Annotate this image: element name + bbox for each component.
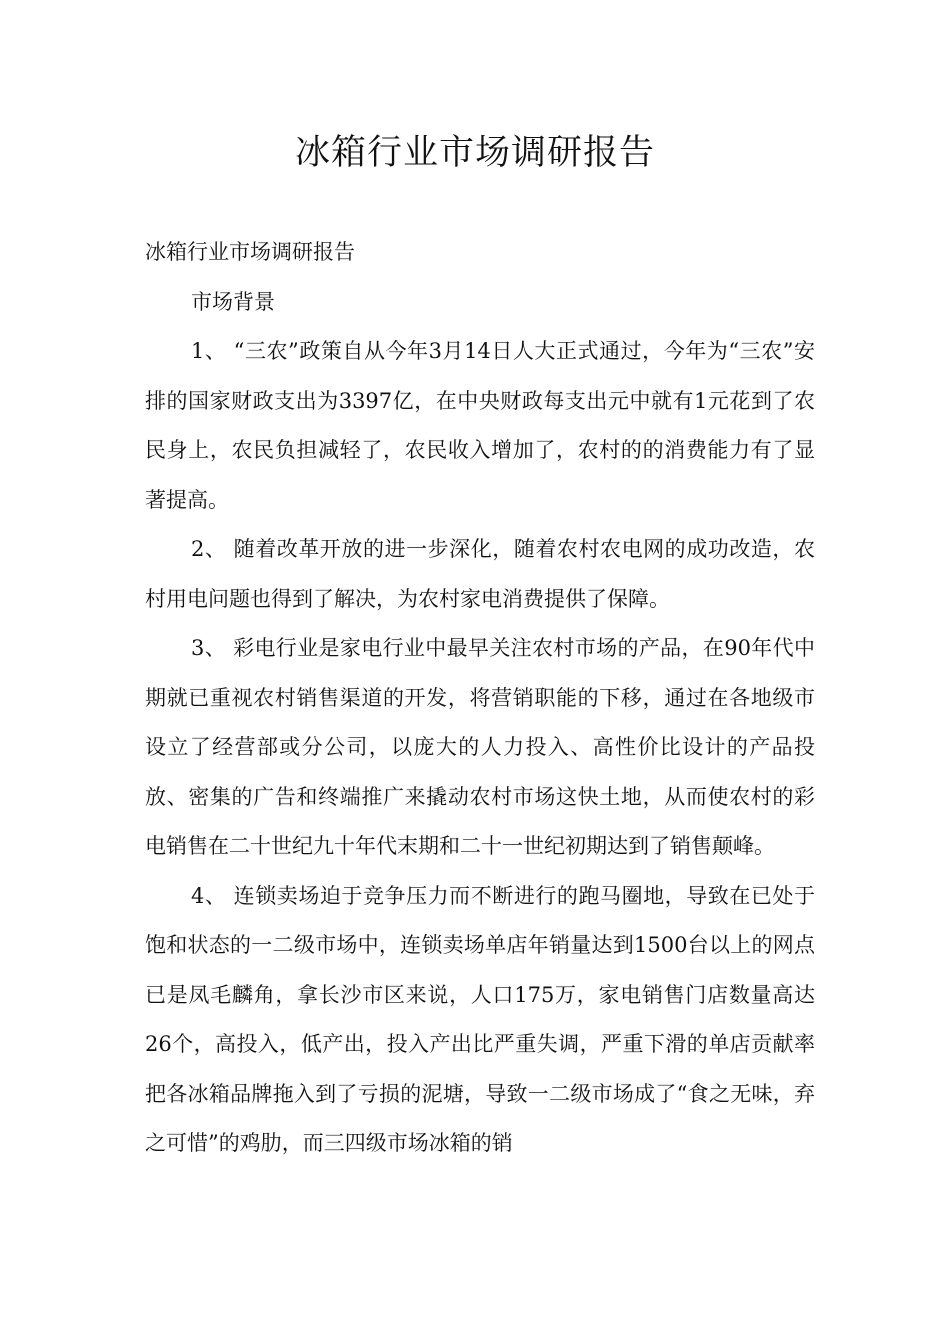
section-heading: 市场背景 xyxy=(191,289,275,314)
paragraph-3: 3、 彩电行业是家电行业中最早关注农村市场的产品，在90年代中期就已重视农村销售渠道的开发，将营销职能的下移，通过在各地级市设立了经营部或分公司，以庞大的人力投入、高性价比设计的产品投放、密集的广告和终端推广来撬动农村市场这快土地，从而使农村的彩电销售在二十世纪九十年代末期和二十一世纪初期达到了销售颠峰。 xyxy=(145,636,815,858)
document-subtitle: 冰箱行业市场调研报告 xyxy=(145,240,355,264)
paragraph-1: 1、 “三农”政策自从今年3月14日人大正式通过，今年为“三农”安排的国家财政支出为3397亿，在中央财政每支出元中就有1元花到了农民身上，农民负担减轻了，农民收入增加了，农村的的消费能力有了显著提高。 xyxy=(145,339,815,512)
paragraph-2: 2、 随着改革开放的进一步深化，随着农村农电网的成功改造，农村用电问题也得到了解决，为农村家电消费提供了保障。 xyxy=(145,537,815,611)
paragraph-4: 4、 连锁卖场迫于竞争压力而不断进行的跑马圈地，导致在已处于饱和状态的一二级市场中，连锁卖场单店年销量达到1500台以上的网点已是凤毛麟角，拿长沙市区来说，人口175万，家电销售门店数量高达26个，高投入，低产出，投入产出比严重失调，严重下滑的单店贡献率把各冰箱品牌拖入到了亏损的泥塘，导致一二级市场成了“食之无味，弃之可惜”的鸡肋，而三四级市场冰箱的销 xyxy=(145,883,815,1155)
document-body xyxy=(145,228,815,1169)
document-title: 冰箱行业市场调研报告 xyxy=(294,133,655,173)
